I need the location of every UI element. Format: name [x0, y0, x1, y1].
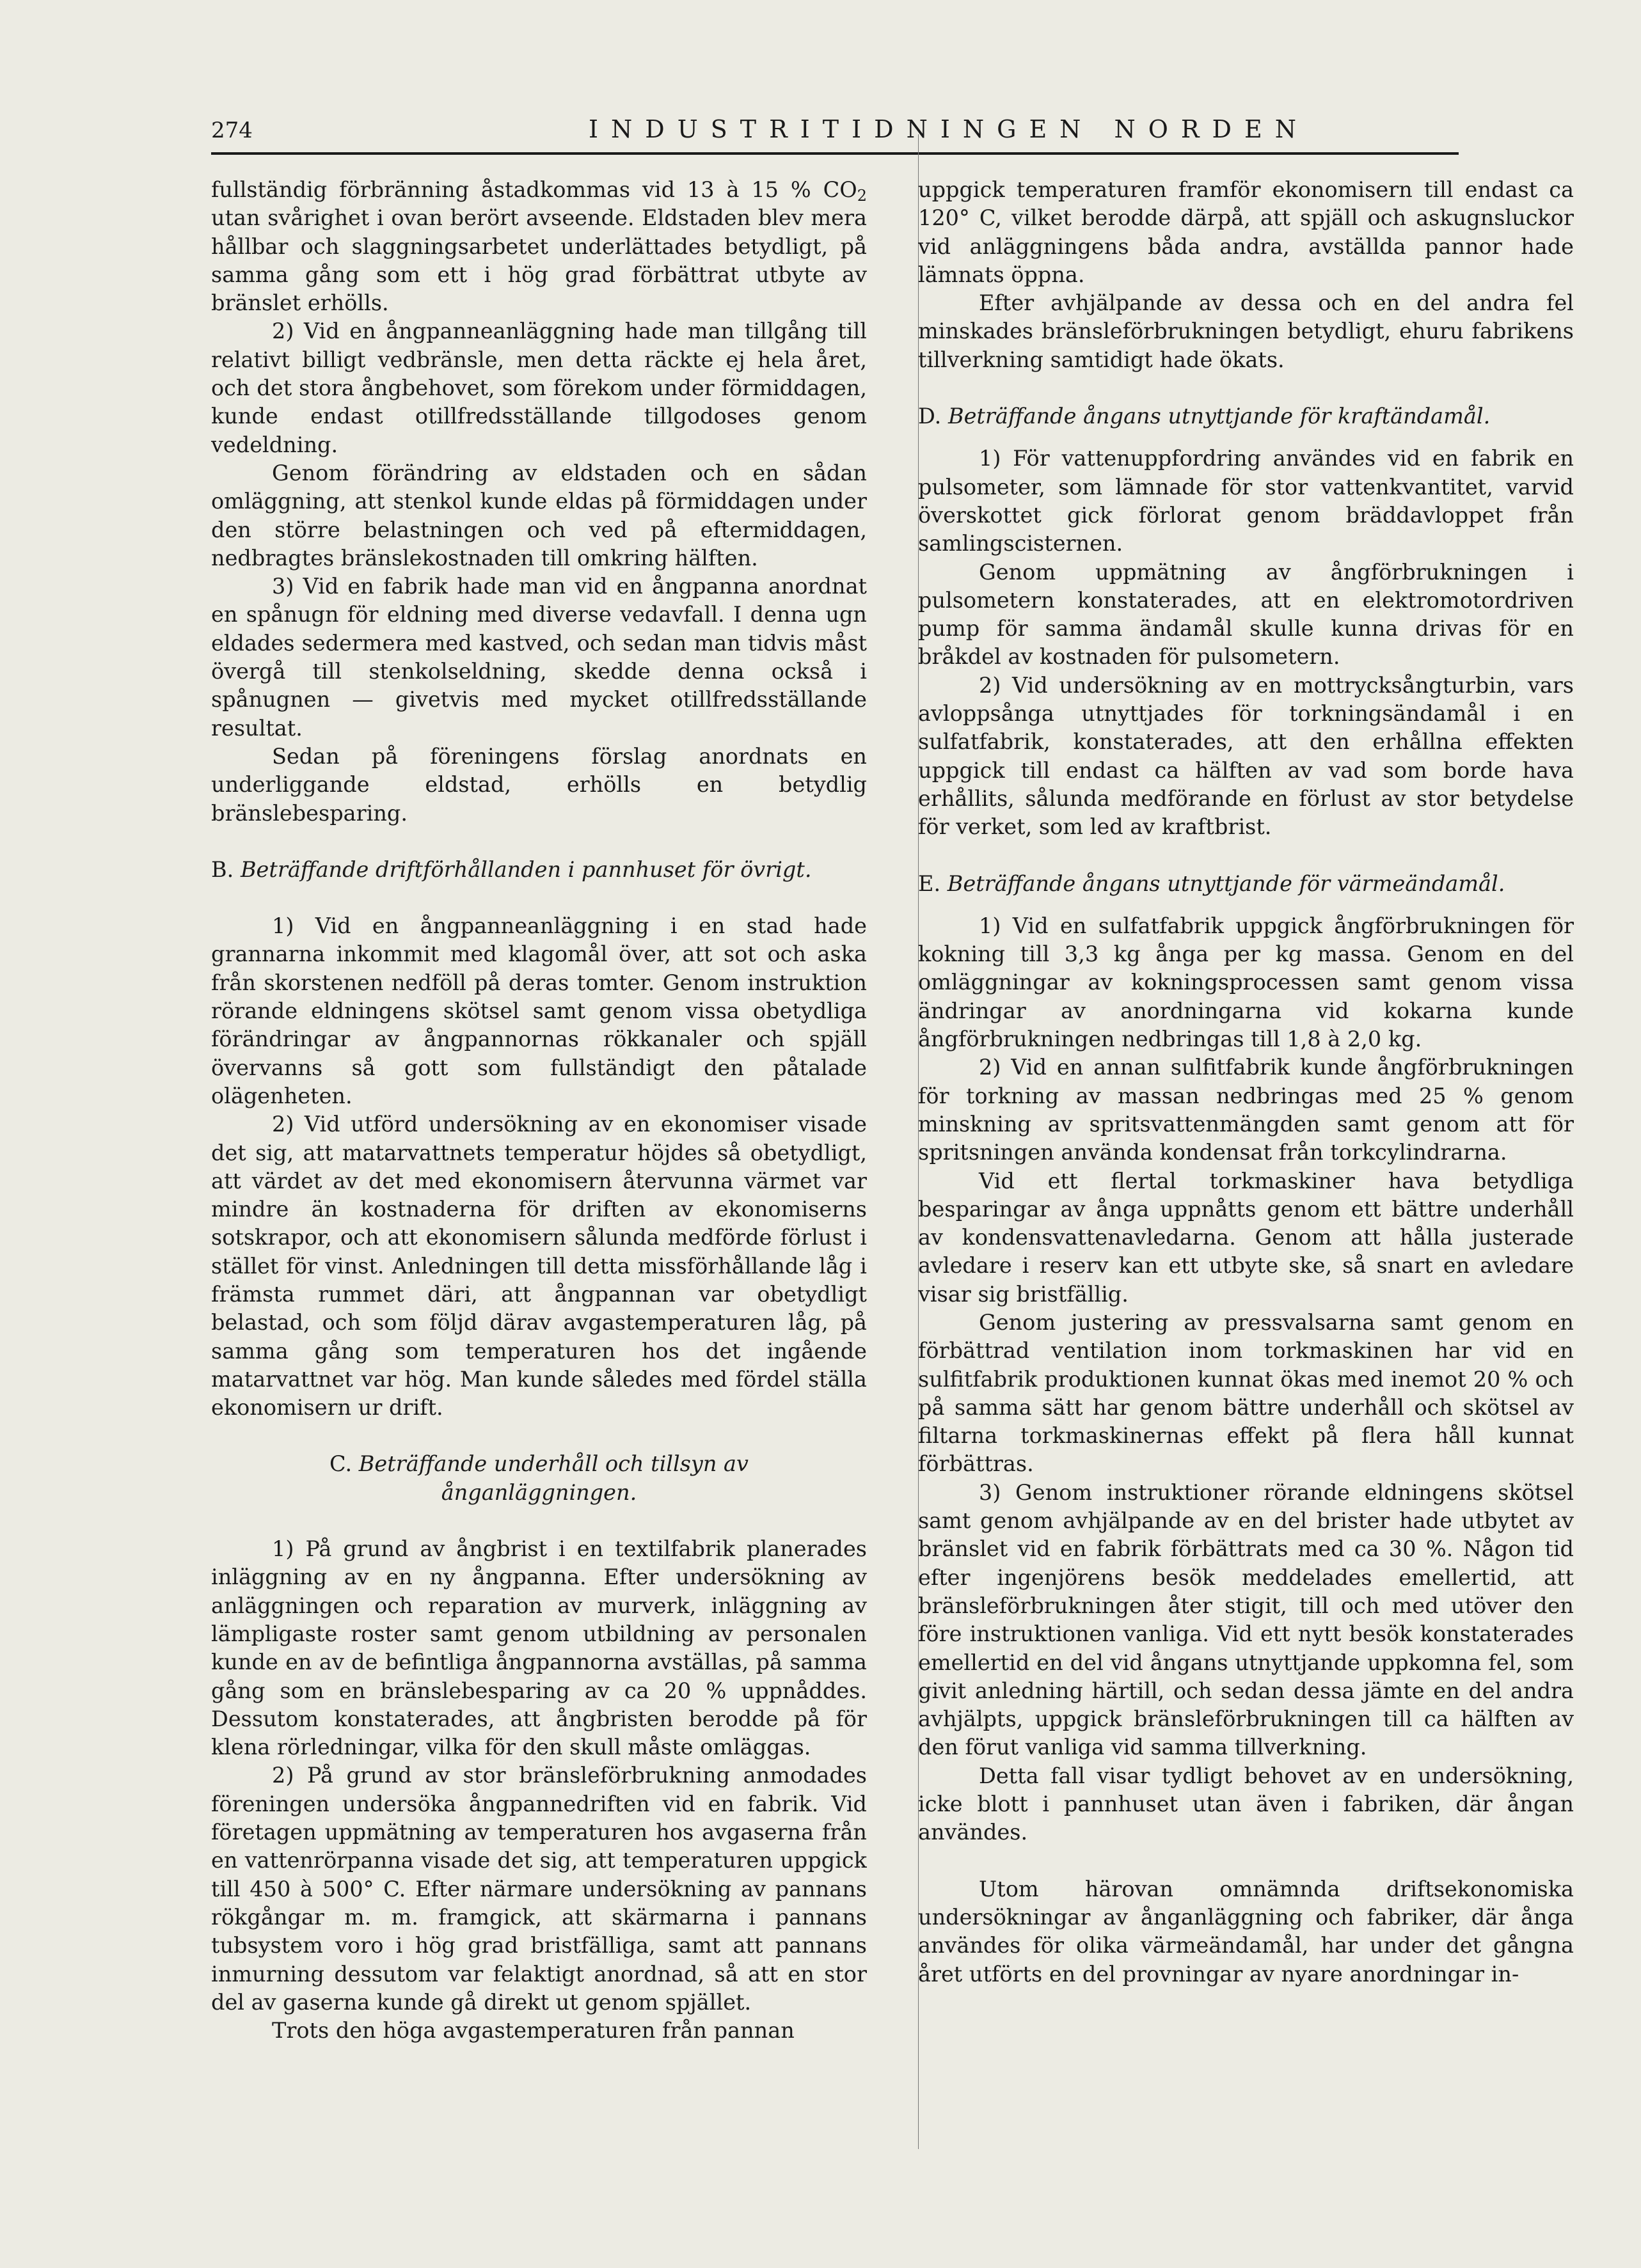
paragraph-text: fullständig förbränning åstadkommas vid 13 à 15 % CO: [211, 177, 857, 202]
section-title: Beträffande driftförhållanden i pannhuset för övrigt.: [240, 856, 812, 882]
paragraph: Trots den höga avgastemperaturen från pannan: [272, 2018, 795, 2044]
section-letter: C.: [329, 1451, 353, 1477]
paragraph-text: utan svårighet i ovan berört avseende. Eldstaden blev mera hållbar och slaggningsarbetet underlättades betydligt, på samma gång som ett i hög grad förbättrat utbyte av bränslet erhölls.: [211, 205, 867, 316]
paragraph: 2) Vid en ångpanneanläggning hade man tillgång till relativt billigt vedbränsle, men detta räckte ej hela året, och det stora ångbehovet, som förekom under förmiddagen, kunde endast otillfredsställande tillgodoses genom vedeldning.: [211, 319, 867, 457]
paragraph: 1) Vid en ångpanneanläggning i en stad hade grannarna inkommit med klagomål över, att sot och aska från skorstenen nedföll på deras tomter. Genom instruktion rörande eldningens skötsel samt genom vissa obetydliga förändringar av ångpannornas rökkanaler och spjäll övervanns så gott som fullständigt den påtalade olägenheten.: [211, 913, 867, 1108]
paragraph: 2) Vid en annan sulfitfabrik kunde ångförbrukningen för torkning av massan nedbringas med 25 % genom minskning av spritsvattenmängden samt genom att för spritsningen använda kondensat från torkcylindrarna.: [918, 1055, 1574, 1165]
paragraph: 1) Vid en sulfatfabrik uppgick ångförbrukningen för kokning till 3,3 kg ånga per kg massa. Genom en del omläggningar av kokningsprocessen samt genom vissa ändringar av anordningarna vid kokarna kunde ångförbrukningen nedbringas till 1,8 à 2,0 kg.: [918, 913, 1574, 1052]
paragraph: uppgick temperaturen framför ekonomisern till endast ca 120° C, vilket berodde därpå, att spjäll och askugnsluckor vid anläggningens båda andra, avställda pannor hade lämnats öppna.: [918, 177, 1574, 287]
paragraph: 3) Vid en fabrik hade man vid en ångpanna anordnat en spånugn för eldning med diverse vedavfall. I denna ugn eldades sedermera med kastved, och sedan man tidvis måst övergå till stenkolseldning, skedde denna också i spånugnen — givetvis med mycket otillfredsställande resultat.: [211, 574, 867, 741]
section-title: Beträffande underhåll och tillsyn av ånganläggningen.: [358, 1451, 749, 1505]
paragraph: 2) Vid undersökning av en mottrycksångturbin, vars avloppsånga utnyttjades för torkningsändamål i en sulfatfabrik, konstaterades, att den erhållna effekten uppgick till endast ca hälften av vad som borde hava erhållits, sålunda medförande en förlust av stor betydelse för verket, som led av kraftbrist.: [918, 672, 1574, 840]
right-column: [918, 176, 1574, 2139]
paragraph: Detta fall visar tydligt behovet av en undersökning, icke blott i pannhuset utan även i fabriken, där ångan användes.: [918, 1763, 1574, 1845]
paragraph: Sedan på föreningens förslag anordnats en underliggande eldstad, erhölls en betydlig bränslebesparing.: [211, 743, 867, 826]
header-rule: [211, 152, 1459, 155]
section-heading-c: [211, 1450, 867, 1507]
page-number: 274: [211, 118, 253, 143]
paragraph: 2) Vid utförd undersökning av en ekonomiser visade det sig, att matarvattnets temperatur höjdes så obetydligt, att värdet av det med ekonomisern återvunna värmet var mindre än kostnaderna för driften av ekonomiserns sotskrapor, och att ekonomisern sålunda medförde förlust i stället för vinst. Anledningen till detta missförhållande låg i främsta rummet däri, att ångpannan var obetydligt belastad, och som följd därav avgastemperaturen låg, på samma gång som temperaturen hos det ingående matarvattnet var hög. Man kunde således med fördel ställa ekonomisern ur drift.: [211, 1112, 867, 1421]
paragraph: 1) På grund av ångbrist i en textilfabrik planerades inläggning av en ny ångpanna. Efter undersökning av anläggningen och reparation av murverk, inläggning av lämpligaste roster samt genom utbildning av personalen kunde en av de befintliga ångpannorna avställas, på samma gång som en bränslebesparing av ca 20 % uppnåddes. Dessutom konstaterades, att ångbristen berodde på för klena rörledningar, vilka för den skull måste omläggas.: [211, 1536, 867, 1760]
subscript: 2: [857, 187, 867, 205]
journal-title: INDUSTRITIDNINGEN NORDEN: [589, 115, 1309, 143]
paragraph: Vid ett flertal torkmaskiner hava betydliga besparingar av ånga uppnåtts genom ett bättre underhåll av kondensvattenavledarna. Genom att hålla justerade avledare i reserv kan ett utbyte ske, så snart en avledare visar sig bristfällig.: [918, 1168, 1574, 1307]
paragraph: Genom uppmätning av ångförbrukningen i pulsometern konstaterades, att en elektromotordriven pump för samma ändamål skulle kunna drivas för en bråkdel av kostnaden för pulsometern.: [918, 559, 1574, 670]
paragraph: Efter avhjälpande av dessa och en del andra fel minskades bränsleförbrukningen betydligt, ehuru fabrikens tillverkning samtidigt hade ökats.: [918, 290, 1574, 372]
paragraph: 3) Genom instruktioner rörande eldningens skötsel samt genom avhjälpande av en del brister hade utbytet av bränslet vid en fabrik förbättrats med ca 30 %. Någon tid efter ingenjörens besök meddelades emellertid, att bränsleförbrukningen åter stigit, till och med utöver den före instruktionen vanliga. Vid ett nytt besök konstaterades emellertid en del vid ångans utnyttjande uppkomna fel, som givit anledning härtill, och sedan dessa jämte en del andra avhjälpts, uppgick bränsleförbrukningen till ca hälften av den förut vanliga vid samma tillverkning.: [918, 1479, 1574, 1760]
section-heading-e: [918, 870, 1574, 898]
paragraph: Genom förändring av eldstaden och en sådan omläggning, att stenkol kunde eldas på förmiddagen under den större belastningen och ved på eftermiddagen, nedbragtes bränslekostnaden till omkring hälften.: [211, 460, 867, 571]
left-column: [211, 176, 867, 2139]
section-letter: B.: [211, 856, 234, 882]
section-title: Beträffande ångans utnyttjande för värmeändamål.: [947, 870, 1505, 896]
section-title: Beträffande ångans utnyttjande för kraftändamål.: [947, 404, 1491, 429]
paragraph: [211, 176, 867, 317]
section-letter: E.: [918, 870, 941, 896]
section-heading-d: [918, 402, 1574, 430]
paragraph: 1) För vattenuppfordring användes vid en fabrik en pulsometer, som lämnade för stor vattenkvantitet, varvid överskottet gick förlorat genom bräddavloppet från samlingscisternen.: [918, 446, 1574, 556]
section-letter: D.: [918, 404, 942, 429]
paragraph: Utom härovan omnämnda driftsekonomiska undersökningar av ånganläggning och fabriker, där ånga användes för olika värmeändamål, har under det gångna året utförts en del provningar av nyare anordningar in-: [918, 1876, 1574, 1987]
page-header: [211, 115, 1459, 156]
paragraph: 2) På grund av stor bränsleförbrukning anmodades föreningen undersöka ångpannedriften vid en fabrik. Vid företagen uppmätning av temperaturen hos avgaserna från en vattenrörpanna visade det sig, att temperaturen uppgick till 450 à 500° C. Efter närmare undersökning av pannans rökgångar m. m. framgick, att skärmarna i pannans tubsystem voro i hög grad bristfälliga, samt att pannans inmurning dessutom var felaktigt anordnad, så att en stor del av gaserna kunde gå direkt ut genom spjället.: [211, 1763, 867, 2015]
paragraph: Genom justering av pressvalsarna samt genom en förbättrad ventilation inom torkmaskinen har vid en sulfitfabrik produktionen kunnat ökas med inemot 20 % och på samma sätt har genom bättre underhåll och skötsel av filtarna torkmaskinernas effekt på flera håll kunnat förbättras.: [918, 1309, 1574, 1477]
section-heading-b: [211, 856, 867, 884]
